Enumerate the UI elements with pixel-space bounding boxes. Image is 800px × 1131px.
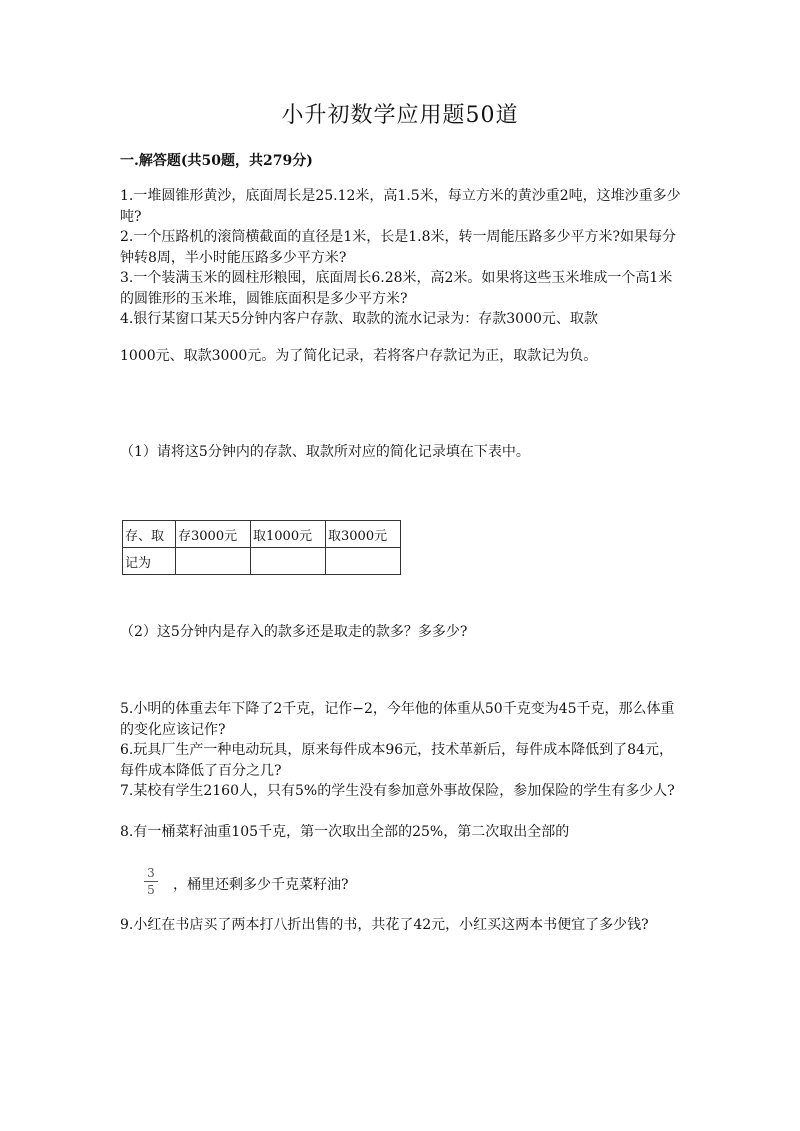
question-8: 8.有一桶菜籽油重105千克，第一次取出全部的25%，第二次取出全部的 [120, 824, 570, 840]
question-8-continued: ，桶里还剩多少千克菜籽油? [173, 877, 349, 893]
question-6: 6.玩具厂生产一种电动玩具，原来每件成本96元，技术革新后，每件成本降低到了84元，每件成本降低了百分之几? [120, 742, 673, 779]
question-4-part-2: （2）这5分钟内是存入的款多还是取走的款多？多多少? [120, 624, 468, 640]
table-cell: 取1000元 [251, 521, 326, 548]
question-9: 9.小红在书店买了两本打八折出售的书，共花了42元，小红买这两本书便宜了多少钱? [120, 917, 649, 933]
question-3: 3.一个装满玉米的圆柱形粮囤，底面周长6.28米，高2米。如果将这些玉米堆成一个高1米的圆锥形的玉米堆，圆锥底面积是多少平方米? [120, 270, 673, 307]
section-heading: 一.解答题(共50题，共279分) [120, 153, 313, 169]
question-2: 2.一个压路机的滚筒横截面的直径是1米，长是1.8米，转一周能压路多少平方米?如果每分钟转8周，半小时能压路多少平方米? [120, 229, 677, 266]
question-4-part-1: （1）请将这5分钟内的存款、取款所对应的简化记录填在下表中。 [120, 444, 530, 460]
page-title: 小升初数学应用题50道 [281, 103, 519, 128]
question-4-continued: 1000元、取款3000元。为了简化记录，若将客户存款记为正，取款记为负。 [120, 348, 598, 364]
answer-cell[interactable] [176, 548, 251, 575]
table-row [123, 521, 401, 548]
answer-cell[interactable] [326, 548, 401, 575]
fraction-numerator: 3 [144, 866, 158, 882]
fraction-denominator: 5 [147, 883, 155, 897]
answer-cell[interactable] [251, 548, 326, 575]
table-cell: 记为 [123, 548, 176, 575]
question-7: 7.某校有学生2160人，只有5%的学生没有参加意外事故保险，参加保险的学生有多少人? [120, 783, 675, 799]
table-cell: 取3000元 [326, 521, 401, 548]
table-row [123, 548, 401, 575]
question-5: 5.小明的体重去年下降了2千克，记作−2，今年他的体重从50千克变为45千克，那么体重的变化应该记作? [120, 701, 675, 738]
table-cell: 存、取 [123, 521, 176, 548]
fraction [144, 866, 158, 897]
question-4: 4.银行某窗口某天5分钟内客户存款、取款的流水记录为：存款3000元、取款 [120, 311, 598, 327]
table-cell: 存3000元 [176, 521, 251, 548]
record-table [122, 520, 401, 575]
question-1: 1.一堆圆锥形黄沙，底面周长是25.12米，高1.5米，每立方米的黄沙重2吨，这堆沙重多少吨? [120, 188, 681, 225]
